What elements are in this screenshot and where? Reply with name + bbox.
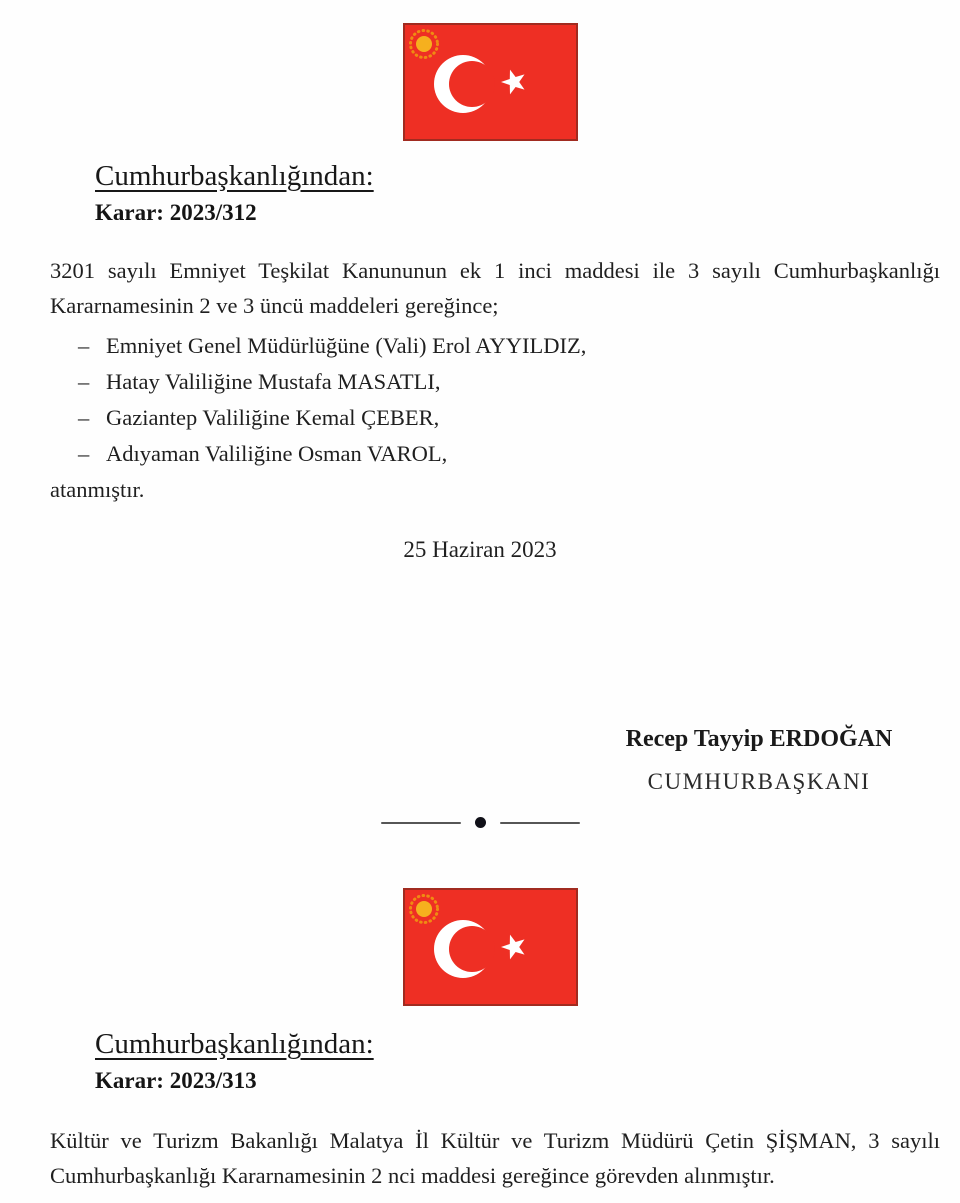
decree2-decision-number: Karar: 2023/313 [95, 1068, 257, 1093]
list-item [78, 364, 960, 400]
appointment-text: Hatay Valiliğine Mustafa MASATLI, [106, 369, 441, 394]
intro-line: 3201 sayılı Emniyet Teşkilat Kanununun ek 1 inci maddesi ile 3 sayılı Cumhurbaşkanlığı [50, 258, 940, 283]
decree2-body [0, 1123, 960, 1193]
decree-date: 25 Haziran 2023 [403, 537, 557, 562]
body-line: Cumhurbaşkanlığı Kararnamesinin 2 nci maddesi gereğince görevden alınmıştır. [50, 1163, 775, 1188]
appointment-text: Adıyaman Valiliğine Osman VAROL, [106, 441, 448, 466]
decree2-source-heading: Cumhurbaşkanlığından: [95, 1028, 374, 1060]
closing-text: atanmıştır. [50, 477, 145, 502]
list-dash: – [78, 333, 90, 358]
divider-rule [500, 822, 580, 824]
divider-dot [475, 817, 486, 828]
decree1-decision-number: Karar: 2023/312 [95, 200, 257, 225]
list-dash: – [78, 405, 90, 430]
section-divider [0, 817, 960, 828]
list-dash: – [78, 369, 90, 394]
decree1-source-heading: Cumhurbaşkanlığından: [95, 160, 374, 192]
list-dash: – [78, 441, 90, 466]
appointment-text: Gaziantep Valiliğine Kemal ÇEBER, [106, 405, 440, 430]
list-item [78, 436, 960, 472]
signature-block [560, 726, 958, 795]
decree1-intro-paragraph [50, 253, 940, 323]
turkish-presidential-flag-icon [403, 888, 578, 1006]
decree1-body [0, 253, 960, 563]
appointment-text: Emniyet Genel Müdürlüğüne (Vali) Erol AYYILDIZ, [106, 333, 587, 358]
intro-line: Kararnamesinin 2 ve 3 üncü maddeleri gereğince; [50, 293, 499, 318]
signature-name: Recep Tayyip ERDOĞAN [625, 726, 893, 752]
appointment-list [78, 328, 960, 472]
list-item [78, 400, 960, 436]
signature-title: CUMHURBAŞKANI [647, 769, 871, 794]
divider-rule [381, 822, 461, 824]
list-item [78, 328, 960, 364]
decree2-paragraph [50, 1123, 940, 1193]
body-line: Kültür ve Turizm Bakanlığı Malatya İl Kültür ve Turizm Müdürü Çetin ŞİŞMAN, 3 sayılı [50, 1128, 940, 1153]
turkish-presidential-flag-icon [403, 23, 578, 141]
